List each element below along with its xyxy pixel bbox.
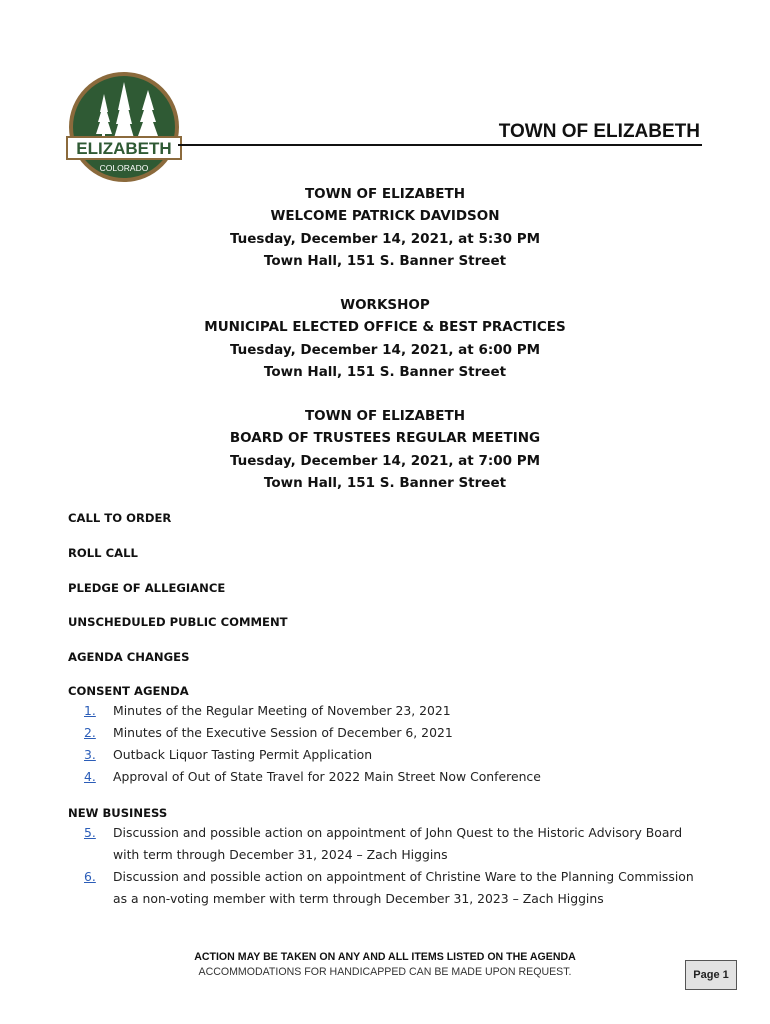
list-item <box>68 700 718 722</box>
item-link[interactable]: 3. <box>84 747 96 762</box>
list-item <box>68 766 718 788</box>
header-divider <box>178 144 702 146</box>
page-title: TOWN OF ELIZABETH <box>498 121 700 142</box>
item-link[interactable]: 6. <box>84 869 96 884</box>
item-text: Minutes of the Regular Meeting of November 23, 2021 <box>113 703 451 718</box>
workshop-block <box>0 294 770 383</box>
footer-action-notice: ACTION MAY BE TAKEN ON ANY AND ALL ITEMS LISTED ON THE AGENDA <box>194 951 576 963</box>
consent-agenda-list <box>68 700 718 788</box>
block-line: Town Hall, 151 S. Banner Street <box>263 474 507 491</box>
welcome-block <box>0 183 770 272</box>
list-item <box>68 722 718 744</box>
item-text: Approval of Out of State Travel for 2022 Main Street Now Conference <box>113 769 541 784</box>
item-link[interactable]: 2. <box>84 725 96 740</box>
block-line: MUNICIPAL ELECTED OFFICE & BEST PRACTICES <box>204 319 566 336</box>
block-line: TOWN OF ELIZABETH <box>304 408 466 424</box>
block-line: Town Hall, 151 S. Banner Street <box>263 363 507 380</box>
list-item <box>68 866 718 910</box>
block-line: Tuesday, December 14, 2021, at 5:30 PM <box>229 230 541 247</box>
page-number: Page 1 <box>685 960 737 990</box>
item-text: Minutes of the Executive Session of December 6, 2021 <box>113 725 453 740</box>
item-text: Discussion and possible action on appointment of John Quest to the Historic Advisory Board <box>113 825 683 840</box>
block-line: WELCOME PATRICK DAVIDSON <box>270 208 500 225</box>
footer-accommodations: ACCOMMODATIONS FOR HANDICAPPED CAN BE MADE UPON REQUEST. <box>198 966 572 978</box>
item-link[interactable]: 4. <box>84 769 96 784</box>
item-link[interactable]: 1. <box>84 703 96 718</box>
block-line: WORKSHOP <box>340 297 430 313</box>
section-agenda-changes: AGENDA CHANGES <box>68 650 190 664</box>
block-line: TOWN OF ELIZABETH <box>304 186 466 202</box>
section-consent-agenda: CONSENT AGENDA <box>68 684 189 698</box>
section-new-business: NEW BUSINESS <box>68 806 168 820</box>
block-line: Tuesday, December 14, 2021, at 7:00 PM <box>229 452 541 469</box>
list-item <box>68 744 718 766</box>
block-line: Town Hall, 151 S. Banner Street <box>263 252 507 269</box>
section-roll-call: ROLL CALL <box>68 546 138 560</box>
block-line: Tuesday, December 14, 2021, at 6:00 PM <box>229 341 541 358</box>
block-line: BOARD OF TRUSTEES REGULAR MEETING <box>229 430 541 447</box>
town-logo <box>66 70 182 184</box>
logo-subtext: COLORADO <box>99 163 149 173</box>
section-pledge: PLEDGE OF ALLEGIANCE <box>68 581 226 595</box>
regular-meeting-block <box>0 405 770 494</box>
item-text: Discussion and possible action on appointment of Christine Ware to the Planning Commission <box>113 869 694 884</box>
new-business-list <box>68 822 718 910</box>
logo-text: ELIZABETH <box>76 139 172 158</box>
item-link[interactable]: 5. <box>84 825 96 840</box>
item-text: with term through December 31, 2024 – Zach Higgins <box>113 847 448 862</box>
item-text: Outback Liquor Tasting Permit Application <box>113 747 373 762</box>
section-public-comment: UNSCHEDULED PUBLIC COMMENT <box>68 615 288 629</box>
list-item <box>68 822 718 866</box>
section-call-to-order: CALL TO ORDER <box>68 511 172 525</box>
item-text: as a non-voting member with term through December 31, 2023 – Zach Higgins <box>113 891 604 906</box>
